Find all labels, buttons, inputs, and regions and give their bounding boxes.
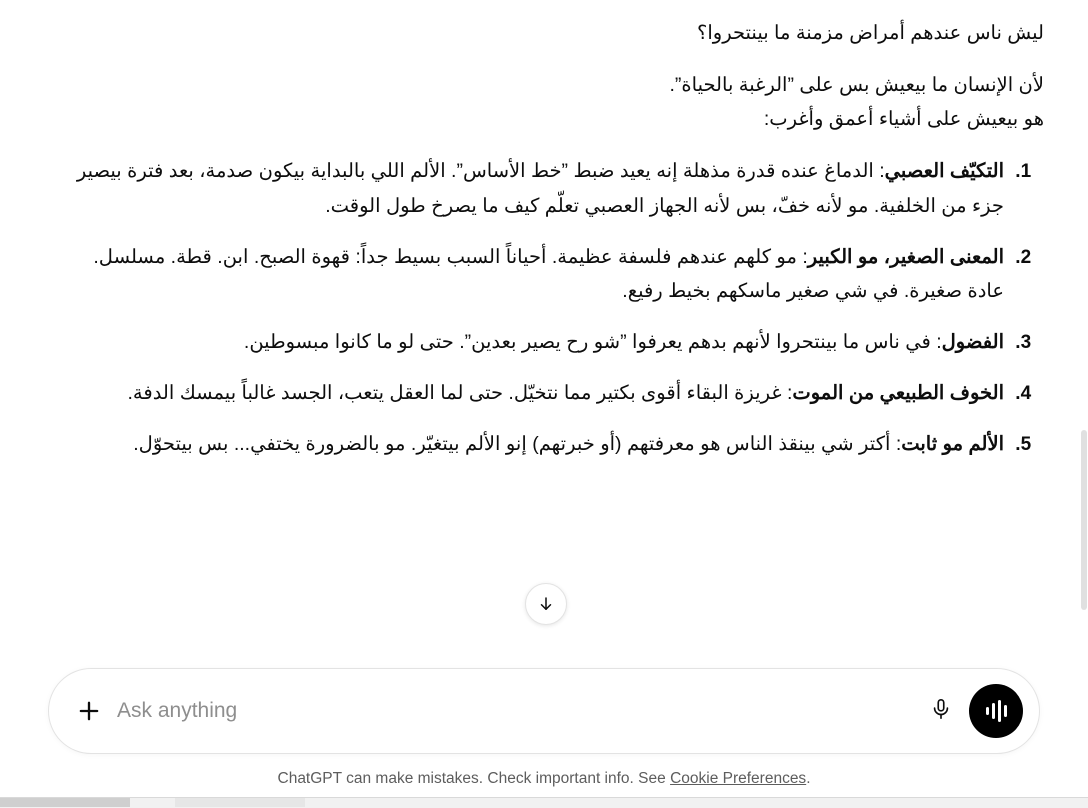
list-item bbox=[56, 240, 1010, 309]
conversation-scrollbar[interactable] bbox=[1080, 0, 1088, 660]
lead-line-1: لأن الإنسان ما بيعيش بس على ”الرغبة بالحياة”. bbox=[669, 74, 1044, 97]
arrow-down-icon bbox=[537, 595, 555, 613]
scroll-to-bottom-button[interactable] bbox=[525, 583, 567, 625]
voice-mode-button[interactable] bbox=[969, 684, 1023, 738]
plus-icon bbox=[75, 697, 103, 725]
lead-paragraph bbox=[56, 68, 1044, 136]
ask-anything-input[interactable] bbox=[107, 699, 921, 723]
composer-container bbox=[0, 668, 1088, 754]
point-text: : في ناس ما بينتحروا لأنهم بدهم يعرفوا ”شو رح يصير بعدين”. حتى لو ما كانوا مبسوطين. bbox=[243, 331, 942, 354]
point-term: التكيّف العصبي bbox=[884, 160, 1004, 183]
browser-bottom-strip bbox=[0, 797, 1088, 808]
point-text: : غريزة البقاء أقوى بكتير مما نتخيّل. حتى لما العقل يتعب، الجسد غالباً بيمسك الدفة. bbox=[127, 381, 793, 404]
strip-segment-1 bbox=[0, 798, 130, 807]
footer-disclaimer bbox=[0, 770, 1088, 788]
point-text: : أكتر شي بينقذ الناس هو معرفتهم (أو خبرتهم) إنو الألم بيتغيّر. مو بالضرورة يختفي... بس بيتحوّل. bbox=[133, 432, 902, 455]
point-term: الألم مو ثابت bbox=[901, 432, 1004, 455]
list-item bbox=[56, 427, 1010, 462]
point-text: : مو كلهم عندهم فلسفة عظيمة. أحياناً السبب بسيط جداً: قهوة الصبح. ابن. قطة. مسلسل. عادة صغيرة. في شي صغير ماسكهم بخيط رفيع. bbox=[93, 245, 1004, 303]
point-term: الفضول bbox=[941, 331, 1004, 354]
dictate-button[interactable] bbox=[921, 691, 961, 731]
point-term: الخوف الطبيعي من الموت bbox=[792, 381, 1004, 404]
points-list bbox=[56, 154, 1044, 461]
footer-text-after: . bbox=[806, 770, 811, 787]
question-line: ليش ناس عندهم أمراض مزمنة ما بينتحروا؟ bbox=[697, 22, 1044, 44]
strip-segment-2 bbox=[175, 798, 305, 807]
add-attachment-button[interactable] bbox=[71, 693, 107, 729]
list-item bbox=[56, 376, 1010, 411]
list-item bbox=[56, 325, 1010, 360]
scrollbar-thumb[interactable] bbox=[1081, 430, 1087, 610]
lead-line-2: هو بيعيش على أشياء أعمق وأغرب: bbox=[763, 108, 1044, 131]
cookie-preferences-link[interactable]: Cookie Preferences bbox=[670, 770, 807, 787]
point-text: : الدماغ عنده قدرة مذهلة إنه يعيد ضبط ”خط الأساس”. الألم اللي بالبداية بيكون صدمة، بعد فترة بيصير جزء من الخلفية. مو لأنه خفّ، بس لأنه الجهاز العصبي تعلّم كيف ما يصرخ طول الوقت. bbox=[76, 160, 1004, 218]
point-term: المعنى الصغير، مو الكبير bbox=[807, 245, 1004, 268]
composer[interactable] bbox=[48, 668, 1040, 754]
list-item bbox=[56, 154, 1010, 223]
footer-text-before: ChatGPT can make mistakes. Check important info. See bbox=[277, 770, 671, 787]
microphone-icon bbox=[930, 698, 952, 725]
waveform-icon bbox=[986, 700, 1007, 722]
